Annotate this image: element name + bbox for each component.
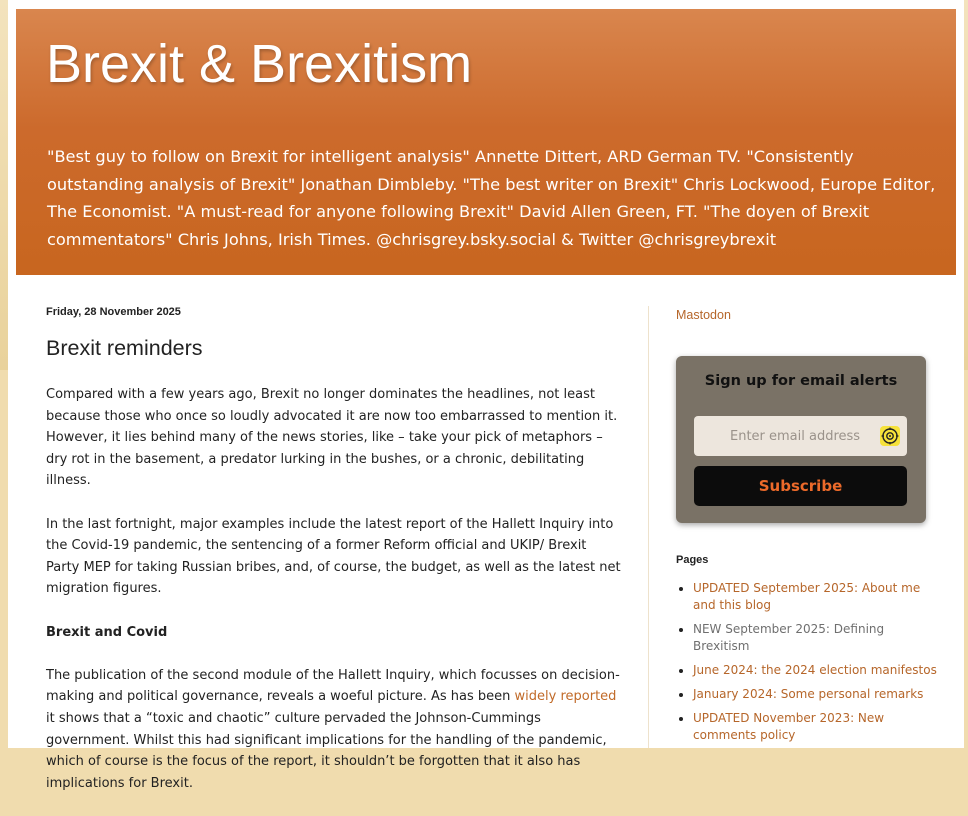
post-title[interactable]: Brexit reminders: [46, 336, 203, 360]
list-item: [693, 710, 943, 744]
post-body: [46, 384, 621, 794]
post-date: Friday, 28 November 2025: [46, 306, 181, 318]
subscribe-button[interactable]: Subscribe: [694, 466, 907, 506]
mastodon-link[interactable]: Mastodon: [676, 308, 731, 322]
widely-reported-link[interactable]: widely reported: [514, 689, 617, 705]
page-link[interactable]: June 2024: the 2024 election manifestos: [693, 663, 937, 677]
paragraph-text: it shows that a “toxic and chaotic” culture pervaded the Johnson-Cummings government. Whilst this had significant implications for the handling of the pandemic, which of course is the focus of the report, it shouldn’t be forgotten that it also has implications for Brexit.: [46, 710, 607, 791]
pages-list: [676, 580, 943, 751]
list-item: [693, 621, 943, 655]
list-item: [693, 662, 943, 679]
post-paragraph: Compared with a few years ago, Brexit no longer dominates the headlines, not least because those who once so loudly advocated it are now too embarrassed to mention it. However, it lies behind many of the news stories, like – take your pick of metaphors – dry rot in the basement, a predator lurking in the bushes, or a chronic, debilitating illness.: [46, 387, 618, 489]
target-icon[interactable]: [880, 426, 900, 446]
blog-header: [16, 9, 956, 275]
page-link[interactable]: January 2024: Some personal remarks: [693, 687, 924, 701]
signup-title: Sign up for email alerts: [704, 373, 898, 389]
post-subheading: Brexit and Covid: [46, 624, 168, 640]
page-link[interactable]: NEW September 2025: Defining Brexitism: [693, 622, 885, 653]
list-item: [693, 686, 943, 703]
blog-description: "Best guy to follow on Brexit for intelligent analysis" Annette Dittert, ARD German TV. "Consistently outstanding analysis of Brexit" Jonathan Dimbleby. "The best writer on Brexit" Chris Lockwood, Europe Editor, The Economist. "A must-read for anyone following Brexit" David Allen Green, FT. "The doyen of Brexit commentators" Chris Johns, Irish Times. @chrisgrey.bsky.social & Twitter @chrisgreybrexit: [47, 147, 936, 249]
page-link[interactable]: UPDATED November 2023: New comments policy: [693, 711, 885, 742]
email-field-container: [694, 416, 907, 456]
post-paragraph: In the last fortnight, major examples include the latest report of the Hallett Inquiry into the Covid-19 pandemic, the sentencing of a former Reform official and UKIP/ Brexit Party MEP for taking Russian bribes, and, of course, the budget, as well as the latest net migration figures.: [46, 516, 621, 597]
page-link[interactable]: UPDATED September 2025: About me and this blog: [693, 581, 921, 612]
email-signup-widget: [676, 356, 926, 523]
blog-title[interactable]: Brexit & Brexitism: [46, 34, 473, 94]
post-paragraph: [46, 665, 621, 795]
main-column: [46, 300, 621, 816]
email-input[interactable]: [694, 416, 874, 456]
list-item: [693, 580, 943, 614]
column-divider: [648, 306, 649, 748]
paragraph-text: The publication of the second module of the Hallett Inquiry, which focusses on decision-making and political governance, reveals a woeful picture. As has been: [46, 667, 620, 705]
pages-heading: Pages: [676, 554, 709, 566]
